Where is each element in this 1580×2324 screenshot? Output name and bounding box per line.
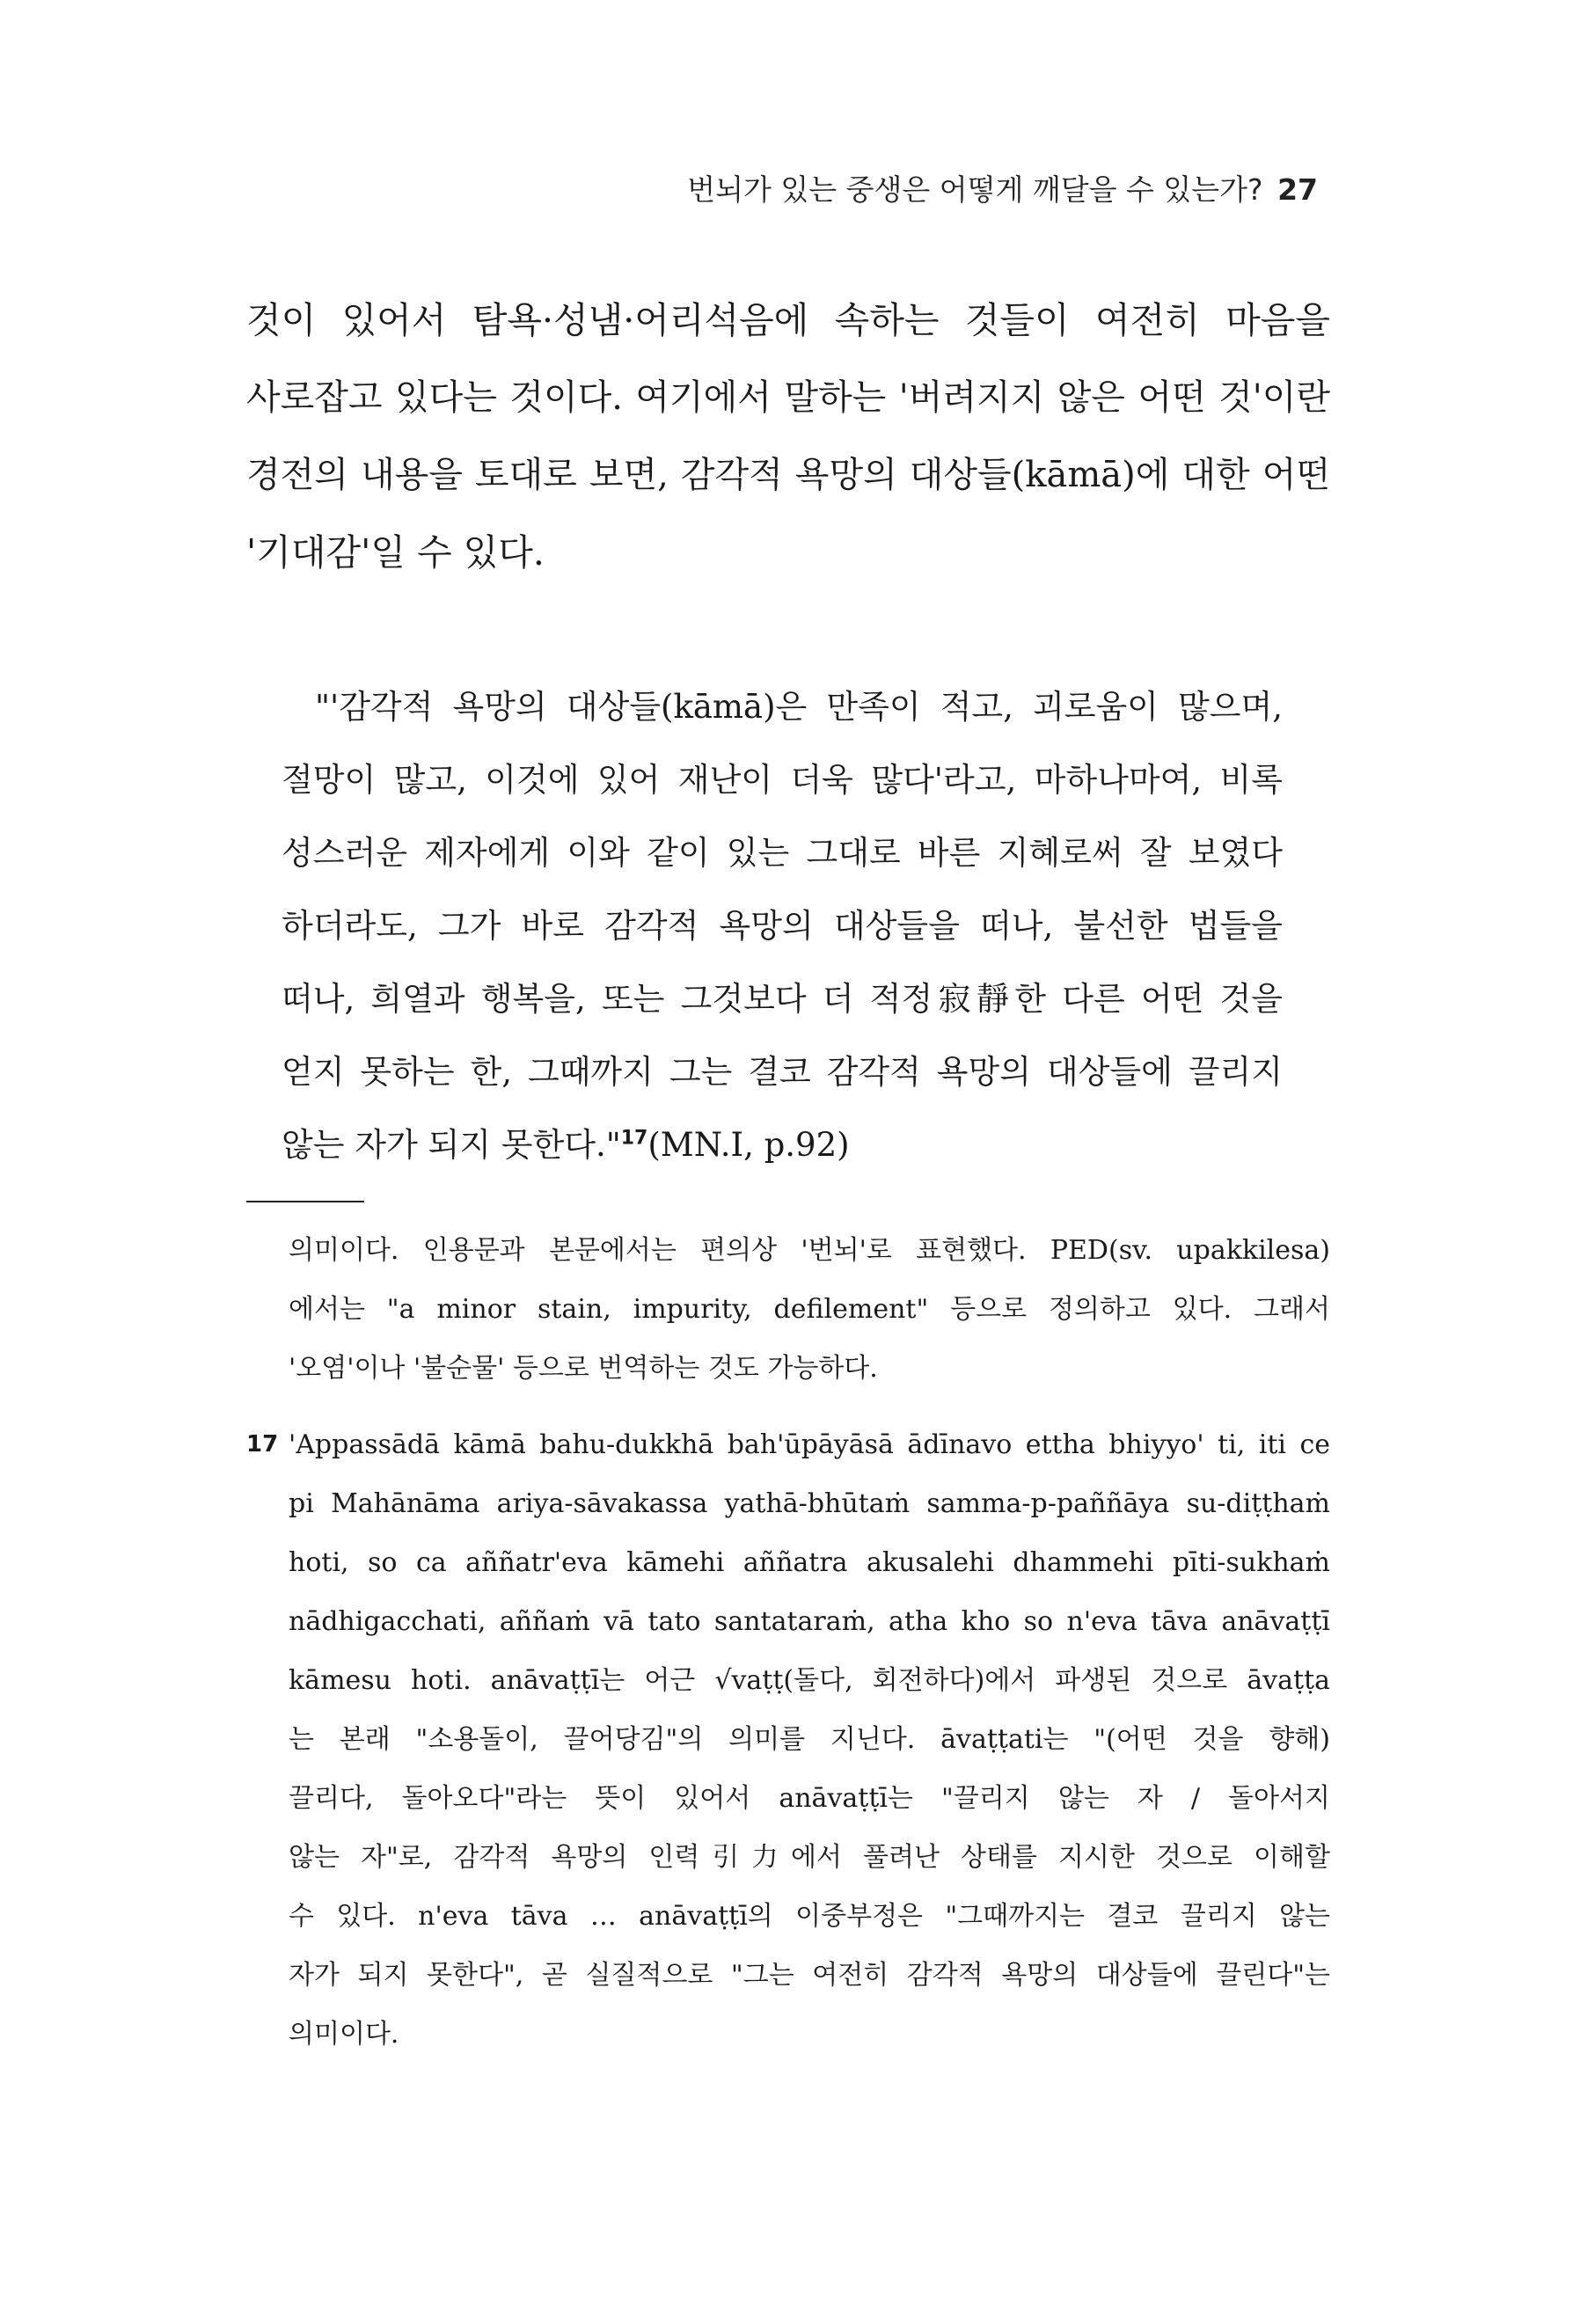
body-line: 것이 있어서 탐욕·성냄·어리석음에 속하는 것들이 여전히 마음을 — [246, 299, 1330, 341]
footnote-continuation-line: 에서는 "a minor stain, impurity, defilement" 등으로 정의하고 있다. 그래서 — [289, 1294, 1330, 1325]
quote-last-line — [282, 1108, 1283, 1181]
footnote-text: 'Appassādā kāmā bahu-dukkhā bah'ūpāyāsā ādīnavo ettha bhiyyo' ti, iti ce — [289, 1429, 1330, 1460]
quote-line: 하더라도, 그가 바로 감각적 욕망의 대상들을 떠나, 불선한 법들을 — [282, 907, 1283, 945]
quote-line: 얻지 못하는 한, 그때까지 그는 결코 감각적 욕망의 대상들에 끌리지 — [282, 1053, 1283, 1091]
footnote-17-line: 의미이다. — [289, 2019, 399, 2050]
footnote-continuation-line: 의미이다. 인용문과 본문에서는 편의상 '번뇌'로 표현했다. PED(sv. upakkilesa) — [289, 1235, 1330, 1266]
footnote-17-line: nādhigacchati, aññaṁ vā tato santataraṁ, atha kho so n'eva tāva anāvaṭṭī — [289, 1606, 1330, 1637]
quote-line: 떠나, 희열과 행복을, 또는 그것보다 더 적정寂靜한 다른 어떤 것을 — [282, 980, 1283, 1018]
body-line: 경전의 내용을 토대로 보면, 감각적 욕망의 대상들(kāmā)에 대한 어떤 — [246, 455, 1330, 495]
body-line: '기대감'일 수 있다. — [246, 531, 545, 574]
body-paragraph — [246, 281, 1330, 591]
footnote-17-line: pi Mahānāma ariya-sāvakassa yathā-bhūtaṁ samma-p-paññāya su-diṭṭhaṁ — [289, 1488, 1330, 1519]
footnote-17-line — [246, 1415, 1330, 1474]
running-title: 번뇌가 있는 중생은 어떻게 깨달을 수 있는가? — [687, 172, 1263, 207]
quote-text: 않는 자가 되지 못한다." — [282, 1126, 621, 1164]
quote-line: 성스러운 제자에게 이와 같이 있는 그대로 바른 지혜로써 잘 보였다 — [282, 834, 1283, 872]
footnote-continuation-line: '오염'이나 '불순물' 등으로 번역하는 것도 가능하다. — [289, 1353, 878, 1384]
footnote-divider — [246, 1201, 364, 1202]
citation: (MN.I, p.92) — [647, 1126, 850, 1164]
body-line: 사로잡고 있다는 것이다. 여기에서 말하는 '버려지지 않은 어떤 것'이란 — [246, 377, 1330, 418]
footnote-gap — [246, 1398, 1330, 1415]
footnote-17-line: kāmesu hoti. anāvaṭṭī는 어근 √vaṭṭ(돌다, 회전하다)에서 파생된 것으로 āvaṭṭa — [289, 1665, 1330, 1696]
footnote-number: 17 — [246, 1431, 279, 1458]
running-header — [687, 167, 1318, 208]
page-number: 27 — [1277, 172, 1318, 207]
footnote-17-line: 끌리다, 돌아오다"라는 뜻이 있어서 anāvaṭṭī는 "끌리지 않는 자 / 돌아서지 — [289, 1783, 1330, 1814]
quote-line: 절망이 많고, 이것에 있어 재난이 더욱 많다'라고, 마하나마여, 비록 — [282, 761, 1283, 799]
block-quote — [282, 670, 1283, 1181]
footnote-17-line: 는 본래 "소용돌이, 끌어당김"의 의미를 지닌다. āvaṭṭati는 "(어떤 것을 향해) — [289, 1724, 1330, 1755]
footnote-17-line: 수 있다. n'eva tāva … anāvaṭṭī의 이중부정은 "그때까지는 결코 끌리지 않는 — [289, 1901, 1330, 1932]
footnote-17-line: hoti, so ca aññatr'eva kāmehi aññatra akusalehi dhammehi pīti-sukhaṁ — [289, 1547, 1330, 1578]
footnote-reference[interactable]: 17 — [620, 1127, 648, 1150]
quote-line: "'감각적 욕망의 대상들(kāmā)은 만족이 적고, 괴로움이 많으며, — [315, 688, 1283, 726]
footnotes — [246, 1221, 1330, 2064]
footnote-17-line: 않는 자"로, 감각적 욕망의 인력引力에서 풀려난 상태를 지시한 것으로 이해할 — [289, 1842, 1330, 1873]
footnote-17-line: 자가 되지 못한다", 곧 실질적으로 "그는 여전히 감각적 욕망의 대상들에 끌린다"는 — [289, 1960, 1330, 1991]
